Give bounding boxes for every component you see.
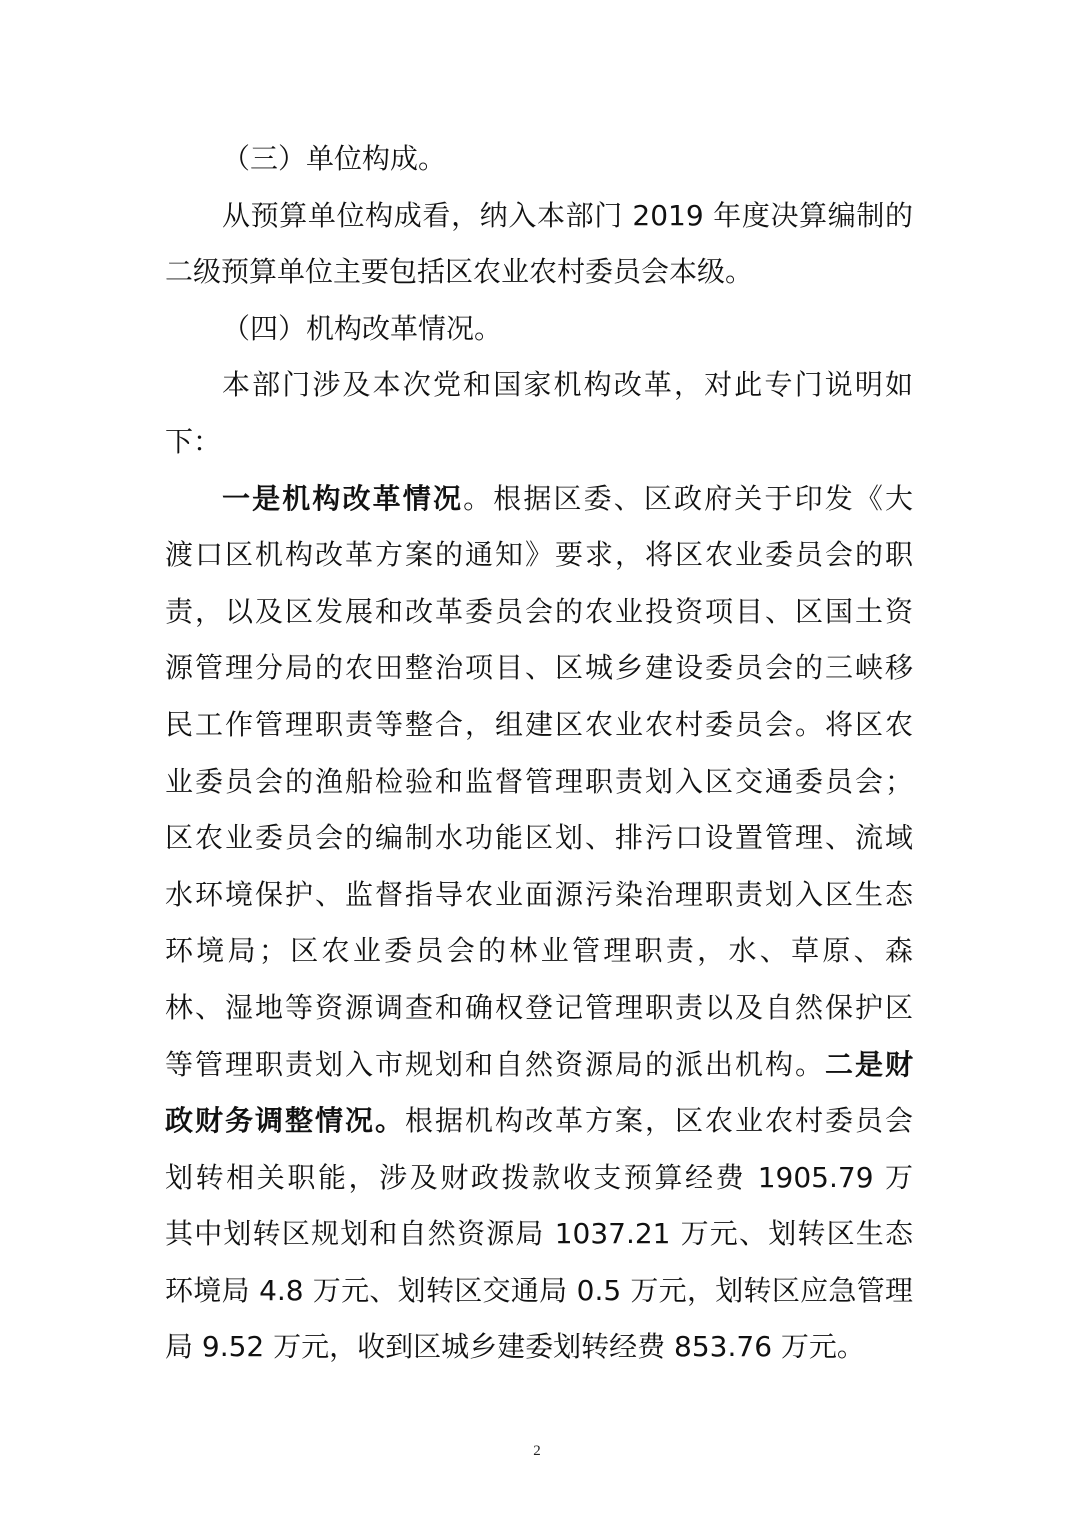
text-line xyxy=(165,1319,913,1376)
body-text: 环境局 4.8 万元、划转区交通局 0.5 万元，划转区应急管理 xyxy=(165,1273,913,1307)
text-line xyxy=(165,640,913,697)
body-text: 民工作管理职责等整合，组建区农业农村委员会。将区农 xyxy=(165,707,913,741)
body-text: 本部门涉及本次党和国家机构改革，对此专门说明如 xyxy=(222,368,913,402)
body-text: 下： xyxy=(165,424,222,458)
text-line xyxy=(165,1263,913,1320)
body-text: 渡口区机构改革方案的通知》要求，将区农业委员会的职 xyxy=(165,538,913,572)
document-body xyxy=(165,131,913,1376)
body-text: （三）单位构成。 xyxy=(222,142,447,175)
body-text: 林、湿地等资源调查和确权登记管理职责以及自然保护区 xyxy=(165,990,913,1024)
text-line xyxy=(165,414,913,471)
text-line xyxy=(165,1093,913,1150)
body-text: 业委员会的渔船检验和监督管理职责划入区交通委员会； xyxy=(165,764,913,798)
text-line xyxy=(165,244,913,301)
text-line xyxy=(165,810,913,867)
text-line xyxy=(165,471,913,528)
text-line xyxy=(165,357,913,414)
text-line xyxy=(165,301,913,358)
body-text: 环境局；区农业委员会的林业管理职责，水、草原、森 xyxy=(165,934,913,968)
text-line xyxy=(165,188,913,245)
body-text: 。根据区委、区政府关于印发《大 xyxy=(463,481,913,515)
text-line xyxy=(165,923,913,980)
body-text: 划转相关职能，涉及财政拨款收支预算经费 1905.79 万 xyxy=(165,1160,913,1194)
text-line xyxy=(165,1206,913,1263)
body-text: 等管理职责划入市规划和自然资源局的派出机构。 xyxy=(165,1047,825,1081)
body-text: 局 9.52 万元，收到区城乡建委划转经费 853.76 万元。 xyxy=(165,1330,865,1364)
text-line xyxy=(165,1037,913,1094)
text-line xyxy=(165,697,913,754)
body-text: 水环境保护、监督指导农业面源污染治理职责划入区生态 xyxy=(165,877,913,911)
body-text: 从预算单位构成看，纳入本部门 2019 年度决算编制的 xyxy=(222,198,913,232)
text-line xyxy=(165,1150,913,1207)
text-line xyxy=(165,867,913,924)
body-text: 二级预算单位主要包括区农业农村委员会本级。 xyxy=(165,255,754,289)
body-text: （四）机构改革情况。 xyxy=(222,311,503,345)
bold-heading-text: 政财务调整情况。 xyxy=(165,1104,405,1138)
body-text: 根据机构改革方案，区农业农村委员会 xyxy=(405,1104,913,1138)
body-text: 源管理分局的农田整治项目、区城乡建设委员会的三峡移 xyxy=(165,651,913,685)
bold-heading-text: 二是财 xyxy=(824,1047,913,1081)
text-line xyxy=(165,131,913,188)
body-text: 区农业委员会的编制水功能区划、排污口设置管理、流域 xyxy=(165,821,913,855)
page-number: 2 xyxy=(533,1443,541,1459)
body-text: 其中划转区规划和自然资源局 1037.21 万元、划转区生态 xyxy=(165,1217,913,1251)
bold-heading-text: 一是机构改革情况 xyxy=(222,481,464,515)
text-line xyxy=(165,527,913,584)
body-text: 责，以及区发展和改革委员会的农业投资项目、区国土资 xyxy=(165,594,913,628)
text-line xyxy=(165,584,913,641)
text-line xyxy=(165,980,913,1037)
text-line xyxy=(165,754,913,811)
